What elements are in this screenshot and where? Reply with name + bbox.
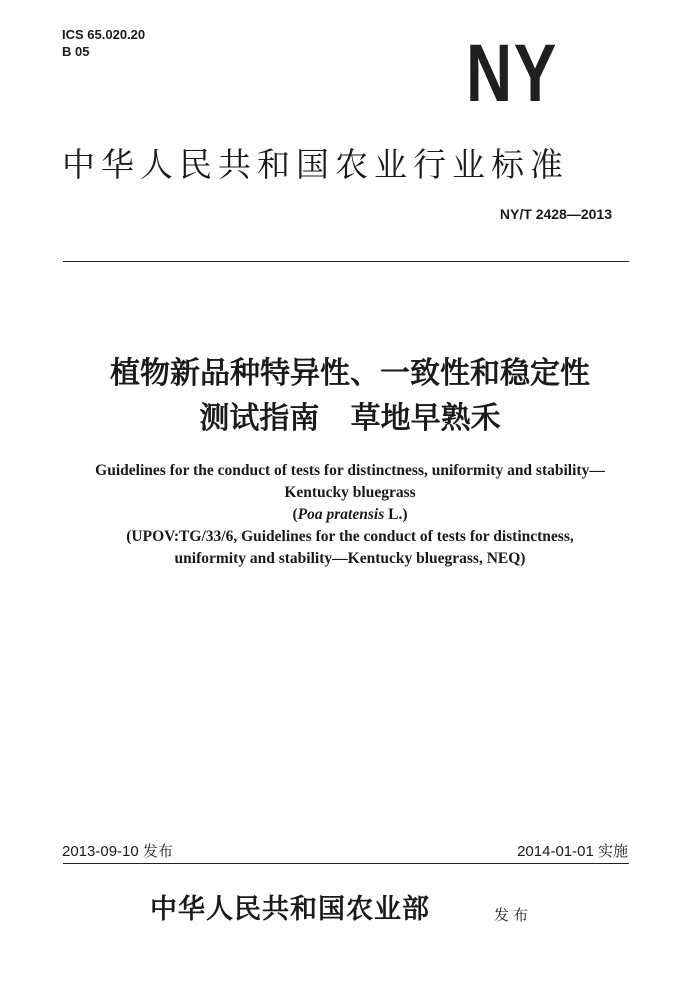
ny-logo: NY (466, 28, 558, 119)
title-zh-line2: 测试指南 草地早熟禾 (199, 401, 501, 436)
title-en-line1: Guidelines for the conduct of tests for distinctness, uniformity and stability— (95, 462, 605, 479)
title-en-line5: uniformity and stability—Kentucky bluegrass, NEQ) (174, 550, 526, 567)
issue-date: 2013-09-10 发布 (62, 843, 173, 860)
standard-category-title: 中华人民共和国农业行业标准 (62, 145, 569, 184)
issue-verb: 发布 (494, 906, 533, 924)
title-en-line3 (40, 504, 660, 526)
title-zh-line1: 植物新品种特异性、一致性和稳定性 (110, 356, 590, 391)
latin-name: Poa pratensis (297, 506, 385, 523)
issuing-authority: 中华人民共和国农业部 (150, 894, 430, 925)
ccs-code: B 05 (62, 44, 90, 59)
implementation-date: 2014-01-01 实施 (517, 843, 628, 860)
top-divider (63, 261, 629, 262)
standard-number: NY/T 2428—2013 (499, 206, 612, 222)
title-en-line4: (UPOV:TG/33/6, Guidelines for the conduct of tests for distinctness, (126, 528, 574, 545)
bottom-divider (63, 863, 629, 864)
title-en-line2: Kentucky bluegrass (284, 484, 416, 501)
title-en-paren-open: ( (292, 506, 298, 523)
title-en-paren-close: L.) (384, 506, 408, 523)
classification-codes (62, 26, 145, 60)
ics-code: ICS 65.020.20 (62, 27, 146, 42)
